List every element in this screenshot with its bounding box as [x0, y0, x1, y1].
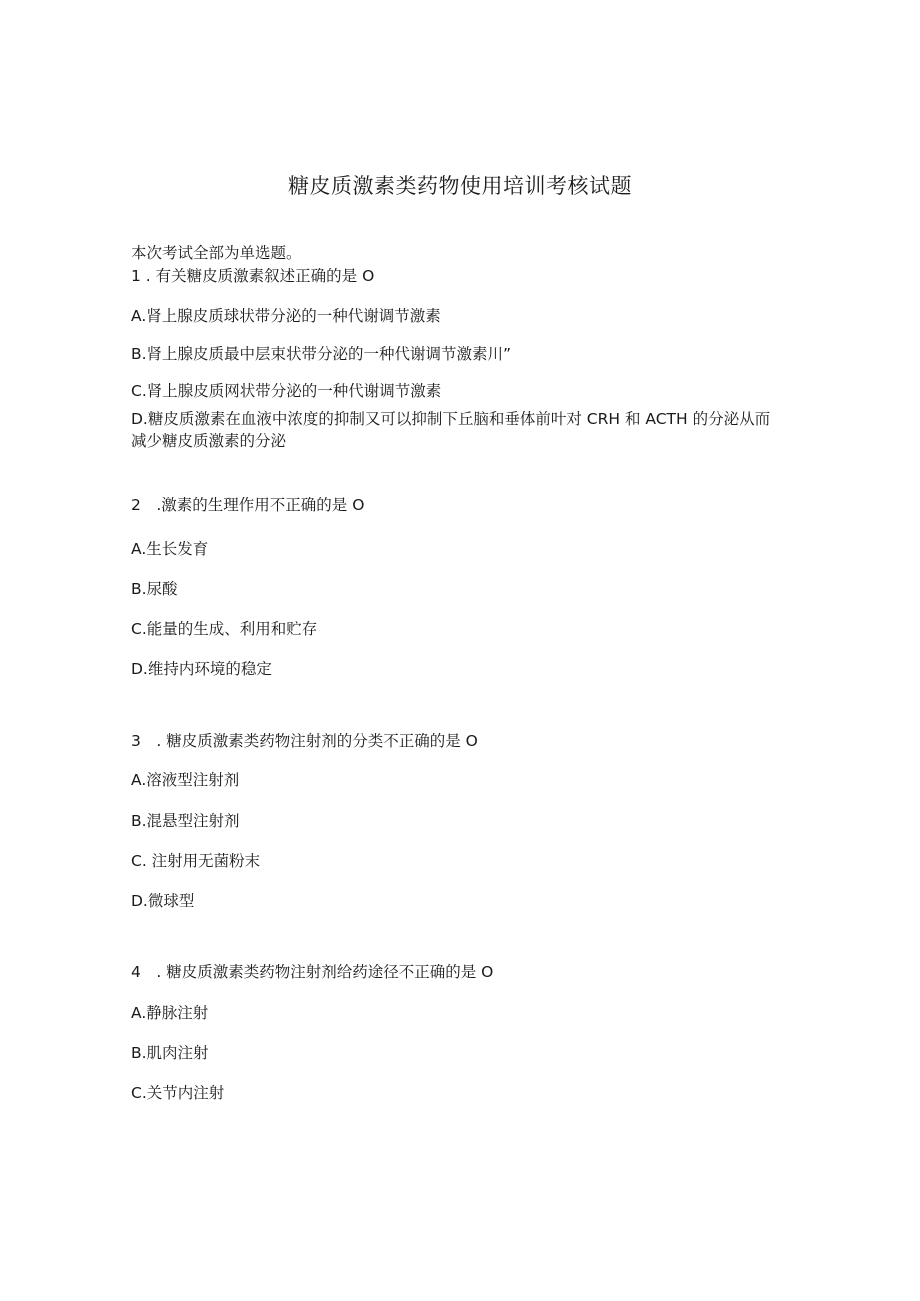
question-2-option-d: D.维持内环境的稳定 [131, 660, 272, 678]
question-4-option-a: A.静脉注射 [131, 1004, 209, 1022]
page-title: 糖皮质激素类药物使用培训考核试题 [288, 174, 632, 198]
question-1-option-d: D.糖皮质激素在血液中浓度的抑制又可以抑制下丘脑和垂体前叶对 CRH 和 ACTH 的分泌从而减少糖皮质激素的分泌 [131, 410, 771, 450]
question-4-option-c: C.关节内注射 [131, 1084, 225, 1102]
question-1-option-a: A.肾上腺皮质球状带分泌的一种代谢调节激素 [131, 307, 441, 325]
question-4-stem: 4 . 糖皮质激素类药物注射剂给药途径不正确的是 O [131, 963, 494, 981]
question-3-option-b: B.混悬型注射剂 [131, 812, 240, 830]
question-3-option-c: C. 注射用无菌粉末 [131, 852, 261, 870]
question-2-option-b: B.尿酸 [131, 580, 178, 598]
question-4-option-b: B.肌肉注射 [131, 1044, 209, 1062]
question-3-option-d: D.微球型 [131, 892, 195, 910]
question-3-stem: 3 . 糖皮质激素类药物注射剂的分类不正确的是 O [131, 732, 478, 750]
exam-instructions: 本次考试全部为单选题。 [131, 244, 302, 262]
question-3-option-a: A.溶液型注射剂 [131, 771, 240, 789]
question-1-option-c: C.肾上腺皮质网状带分泌的一种代谢调节激素 [131, 382, 442, 400]
question-2-stem: 2 .激素的生理作用不正确的是 O [131, 496, 365, 514]
question-1-stem: 1 . 有关糖皮质激素叙述正确的是 O [131, 267, 375, 285]
question-2-option-a: A.生长发育 [131, 540, 209, 558]
question-2-option-c: C.能量的生成、利用和贮存 [131, 620, 318, 638]
question-1-option-b: B.肾上腺皮质最中层束状带分泌的一种代谢调节激素川” [131, 345, 512, 363]
